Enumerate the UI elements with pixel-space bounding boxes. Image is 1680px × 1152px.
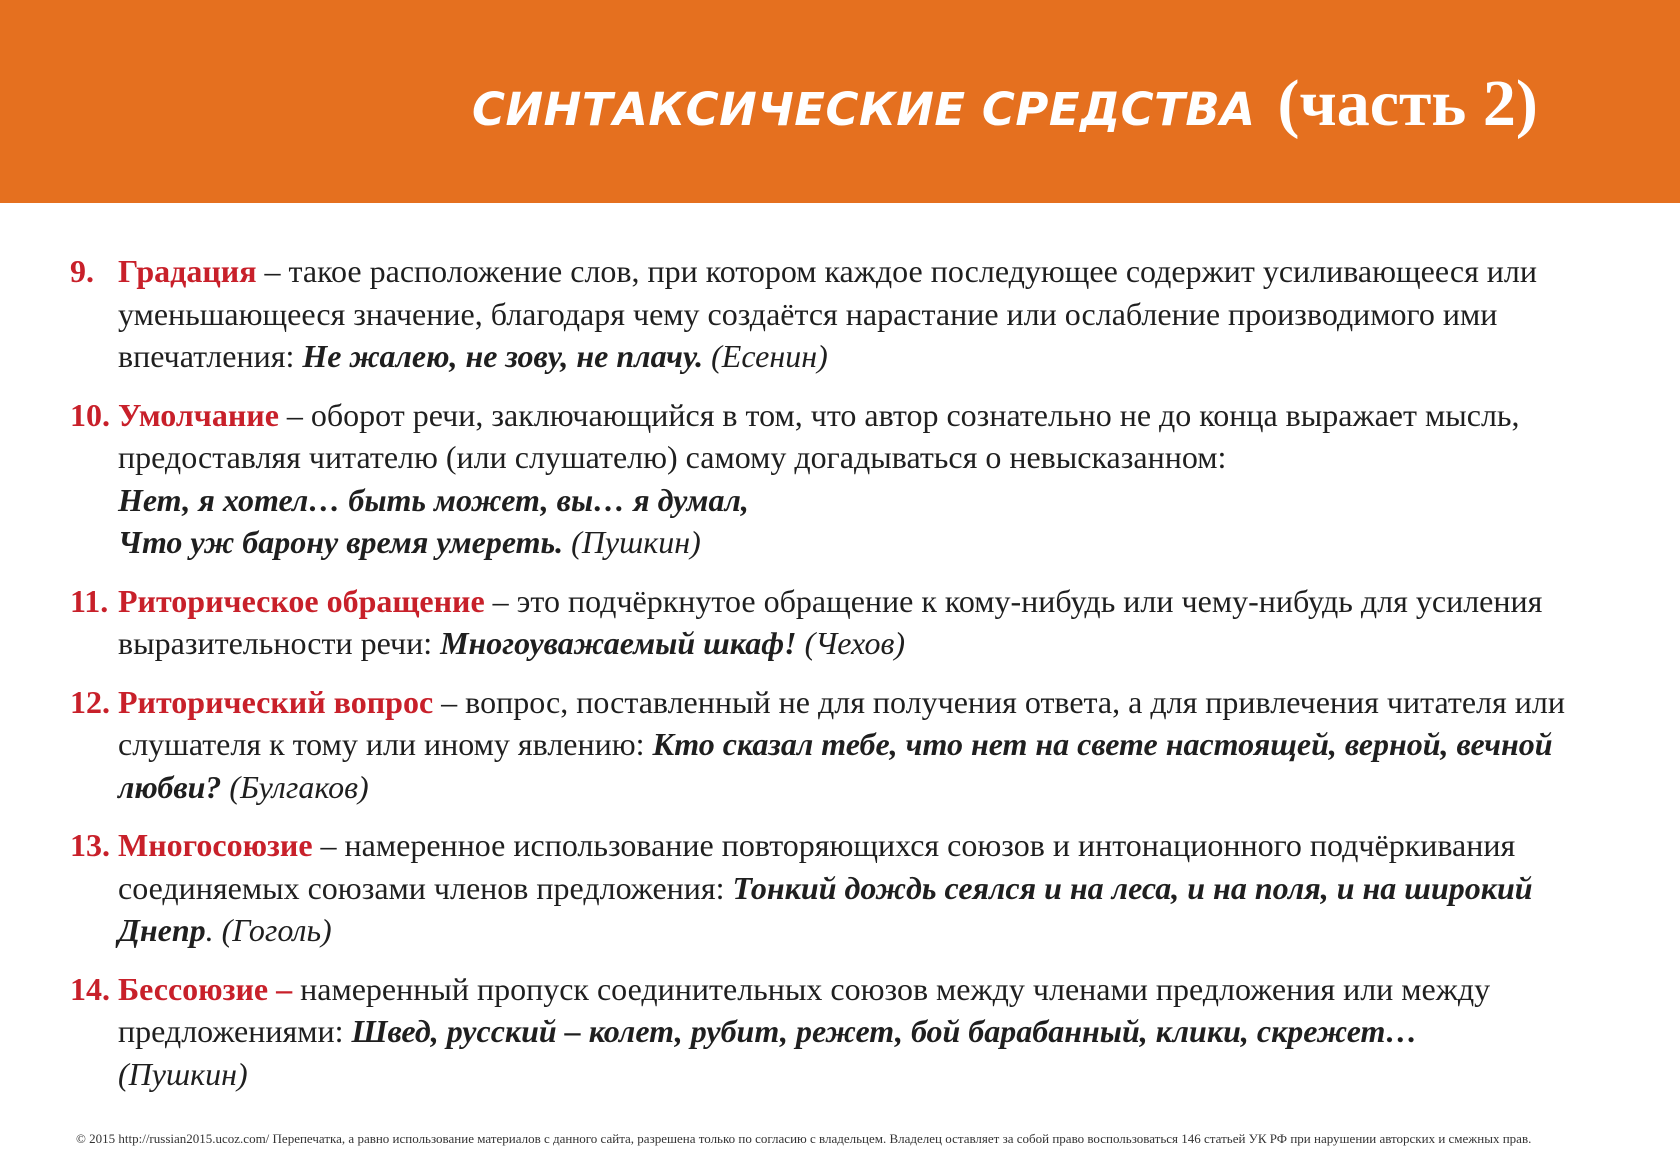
item-number: 13. (70, 827, 110, 863)
item-author: . (Гоголь) (205, 912, 332, 948)
item-term: Риторическое обращение (118, 582, 485, 619)
list-item-polysyndeton (70, 824, 1610, 952)
item-example-line-2: Что уж барону время умереть. (118, 524, 564, 560)
item-author: (Булгаков) (221, 768, 369, 805)
item-example: Кто сказал тебе, что нет на свете настоящей, верной, вечной любви? (118, 726, 1553, 805)
title-main: СИНТАКСИЧЕСКИЕ СРЕДСТВА (472, 83, 1256, 136)
item-author: (Чехов) (796, 625, 905, 661)
list-item-asyndeton (70, 968, 1610, 1096)
list-item-reticence (70, 394, 1610, 564)
item-number: 12. (70, 683, 110, 720)
copyright-footer: © 2015 http://russian2015.ucoz.com/ Перепечатка, а равно использование материалов с данного сайта, разрешена только по согласию с владельцем. Владелец оставляет за собой право воспользоваться 146 статьей УК РФ при нарушении авторских и смежных прав. (76, 1131, 1532, 1146)
item-definition: – намеренное использование повторяющихся союзов и интонационного подчёркивания соединяемых союзами членов предложения: (118, 827, 1516, 906)
item-author: (Пушкин) (118, 1055, 248, 1092)
item-author: (Пушкин) (563, 524, 701, 560)
item-number: 9. (70, 253, 94, 289)
item-definition: намеренный пропуск соединительных союзов между членами предложения или между предложениями: (118, 970, 1491, 1049)
list-item-rhetorical-address (70, 580, 1610, 665)
item-example: Многоуважаемый шкаф! (440, 625, 797, 661)
item-example: Тонкий дождь сеялся и на леса, и на поля, и на широкий Днепр (118, 869, 1533, 948)
item-definition: – такое расположение слов, при котором каждое последующее содержит усиливающееся или уменьшающееся значение, благодаря чему создаётся нарастание или ослабление производимого ими впечатления: (118, 253, 1538, 374)
item-term: Градация (118, 253, 257, 289)
item-term: Риторический вопрос (118, 683, 434, 720)
item-term: Бессоюзие (118, 970, 269, 1007)
list-item-gradation (70, 250, 1610, 378)
item-term: Умолчание (118, 396, 279, 433)
title-part: (часть 2) (1277, 67, 1538, 140)
item-definition: – вопрос, поставленный не для получения ответа, а для привлечения читателя или слушателя к тому или иному явлению: (118, 683, 1565, 762)
item-dash: – (268, 970, 293, 1007)
item-number: 11. (70, 582, 109, 619)
item-author: (Есенин) (703, 338, 828, 374)
item-number: 14. (70, 970, 110, 1007)
page-title (472, 66, 1538, 166)
item-definition: – это подчёркнутое обращение к кому-нибудь или чему-нибудь для усиления выразительности речи: (118, 582, 1543, 661)
item-term: Многосоюзие (118, 827, 313, 863)
item-example-line-1: Нет, я хотел… быть может, вы… я думал, (118, 481, 749, 518)
header-banner (0, 0, 1680, 203)
item-definition: – оборот речи, заключающийся в том, что автор сознательно не до конца выражает мысль, предоставляя читателю (или слушателю) самому догадываться о невысказанном: (118, 396, 1520, 475)
item-example: Швед, русский – колет, рубит, режет, бой барабанный, клики, скрежет… (351, 1013, 1418, 1049)
item-number: 10. (70, 396, 110, 433)
definition-list (70, 250, 1610, 1111)
item-example: Не жалею, не зову, не плачу. (302, 338, 704, 374)
list-item-rhetorical-question (70, 681, 1610, 809)
